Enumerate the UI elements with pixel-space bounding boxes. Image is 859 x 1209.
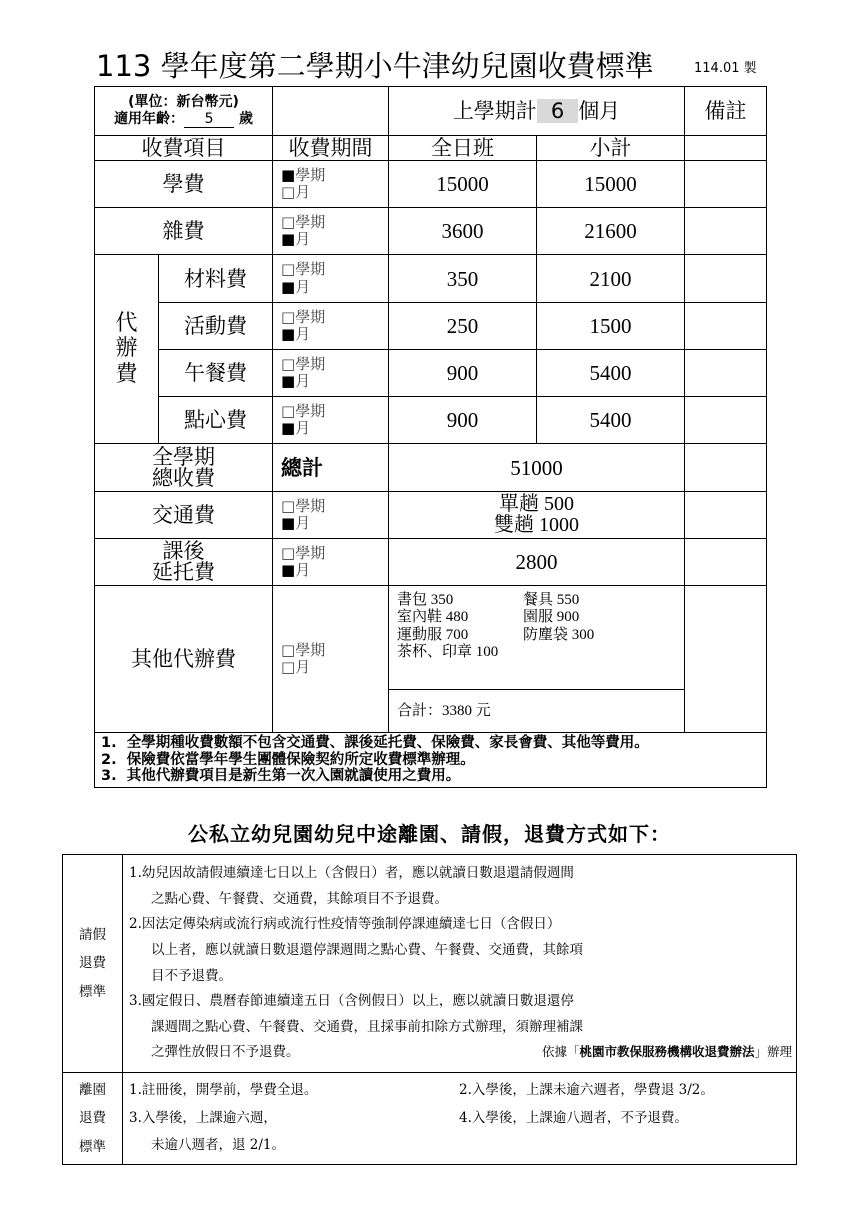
remarks-cell [685,586,767,733]
table-row [95,208,767,255]
months-cell [389,87,685,136]
rule-line: 目不予退費。 [151,967,232,984]
note-item: 3. 其他代辦費項目是新生第一次入園就讀使用之費用。 [101,768,461,785]
col-fullday-header: 全日班 [389,136,537,161]
unit-cell [95,87,273,136]
period-selector [273,161,389,208]
checkbox-checked: ■ [281,277,296,296]
checkbox-unchecked: □ [281,183,296,202]
period-semester: 學期 [295,401,326,420]
period-semester: 學期 [295,543,326,562]
period-semester: 學期 [295,496,326,515]
other-item: 書包 350 [397,592,454,609]
remarks-cell [685,492,767,539]
fee-name: 午餐費 [159,350,273,397]
other-item: 園服 900 [523,609,580,626]
period-selector [273,350,389,397]
total-label-line: 總收費 [152,465,215,490]
note-item: 2. 保險費依當學年學生團體保險契約所定收費標準辦理。 [101,751,475,768]
rule-line: 1.幼兒因故請假連續達七日以上（含假日）者，應以就讀日數退還請假週間 [129,865,574,881]
transport-value [389,492,685,539]
period-month: 月 [295,372,311,391]
period-selector [273,255,389,303]
fee-name [95,539,273,586]
rule-line: 3.入學後，上課逾六週， [129,1109,277,1126]
unit-line: (單位：新台幣元) [128,94,239,111]
total-name: 總計 [273,444,389,492]
checkbox-unchecked: □ [281,354,296,373]
period-semester: 學期 [295,165,326,184]
subtotal-value: 21600 [537,208,685,255]
subtotal-value: 1500 [537,303,685,350]
period-month: 月 [295,658,311,677]
remarks-header: 備註 [685,87,767,136]
col-period-header: 收費期間 [273,136,389,161]
period-semester: 學期 [295,212,326,231]
age-value: 5 [184,111,234,128]
basis-reference [542,1040,792,1066]
remarks-cell [685,208,767,255]
page-title: 113 學年度第二學期小牛津幼兒園收費標準 [96,49,654,83]
period-selector [273,303,389,350]
fee-table [94,86,767,788]
blank-cell [273,87,389,136]
remarks-cell [685,397,767,444]
fee-name: 交通費 [95,492,273,539]
label-line: 退費 [79,1110,106,1127]
subtotal-value: 2100 [537,255,685,303]
subtotal-value: 15000 [537,161,685,208]
period-month: 月 [295,561,311,580]
checkbox-unchecked: □ [281,658,296,677]
checkbox-unchecked: □ [281,260,296,279]
fee-name: 雜費 [95,208,273,255]
rule-line: 4.入學後，上課逾八週者，不予退費。 [459,1109,688,1126]
note-item: 1. 全學期種收費數額不包含交通費、課後延托費、保險費、家長會費、其他等費用。 [101,735,649,752]
rule-line: 之彈性放假日不予退費。 [151,1044,300,1061]
fee-name: 活動費 [159,303,273,350]
checkbox-checked: ■ [281,372,296,391]
remarks-cell [685,444,767,492]
period-selector [273,586,389,733]
remarks-cell [685,255,767,303]
checkbox-unchecked: □ [281,543,296,562]
label-line: 標準 [79,1138,106,1155]
months-value: 6 [537,99,578,123]
months-suffix: 個月 [578,98,621,123]
table-row [95,444,767,492]
remarks-cell [685,350,767,397]
checkbox-checked: ■ [281,230,296,249]
other-items [389,586,685,690]
period-semester: 學期 [295,307,326,326]
table-row [95,161,767,208]
period-selector [273,397,389,444]
aftercare-value: 2800 [389,539,685,586]
label-line: 請假 [79,927,106,944]
agency-label-char: 費 [115,361,138,387]
table-row [95,350,767,397]
other-item: 運動服 700 [397,626,469,643]
checkbox-unchecked: □ [281,307,296,326]
label-line: 退費 [79,955,106,972]
period-month: 月 [295,419,311,438]
period-selector [273,539,389,586]
period-month: 月 [295,230,311,249]
aftercare-label-line: 延托費 [152,560,215,585]
total-value: 51000 [389,444,685,492]
made-date: 114.01 製 [694,61,757,76]
leave-refund-body [123,855,797,1073]
total-label [95,444,273,492]
other-item: 室內鞋 480 [397,609,469,626]
table-row [95,303,767,350]
fullday-value: 250 [389,303,537,350]
subtotal-value: 5400 [537,350,685,397]
checkbox-checked: ■ [281,514,296,533]
checkbox-unchecked: □ [281,496,296,515]
period-month: 月 [295,183,311,202]
rule-line: 課週間之點心費、午餐費、交通費，且採事前扣除方式辦理，須辦理補課 [151,1018,583,1035]
checkbox-checked: ■ [281,561,296,580]
checkbox-checked: ■ [281,325,296,344]
other-item: 餐具 550 [523,592,580,609]
rule-line: 未逾八週者，退 2/1。 [151,1137,286,1154]
fullday-value: 900 [389,397,537,444]
period-month: 月 [295,277,311,296]
fee-name: 點心費 [159,397,273,444]
leave-refund-label [63,855,123,1073]
fullday-value: 3600 [389,208,537,255]
rule-line: 2.入學後，上課未逾六週者，學費退 3/2。 [459,1082,714,1099]
rule-line: 1.註冊後，開學前，學費全退。 [129,1082,318,1099]
checkbox-checked: ■ [281,419,296,438]
refund-subtitle: 公私立幼兒園幼兒中途離園、請假，退費方式如下： [188,822,671,846]
remarks-cell [685,136,767,161]
fullday-value: 900 [389,350,537,397]
period-month: 月 [295,514,311,533]
other-item: 防塵袋 300 [523,626,595,643]
months-prefix: 上學期計 [452,98,537,123]
transport-double: 雙趟 1000 [494,514,579,537]
fullday-value: 15000 [389,161,537,208]
col-item-header: 收費項目 [95,136,273,161]
rule-line: 2.因法定傳染病或流行病或流行性疫情等強制停課連續達七日（含假日） [129,916,561,933]
fee-name: 學費 [95,161,273,208]
period-semester: 學期 [295,640,326,659]
table-row [95,492,767,539]
agency-label-char: 代 [115,311,138,337]
age-unit: 歲 [238,110,253,127]
checkbox-unchecked: □ [281,212,296,231]
label-line: 離園 [79,1082,106,1099]
withdraw-refund-label [63,1073,123,1165]
rule-line: 以上者，應以就讀日數退還停課週間之點心費、午餐費、交通費，其餘項 [151,941,583,958]
remarks-cell [685,303,767,350]
age-label: 適用年齡： [114,110,185,127]
rule-line: 3.國定假日、農曆春節連續達五日（含例假日）以上，應以就讀日數退還停 [129,993,574,1010]
period-selector [273,492,389,539]
basis-name: 桃園市教保服務機構收退費辦法 [579,1044,755,1060]
table-row [95,586,767,690]
checkbox-unchecked: □ [281,401,296,420]
transport-single: 單趟 500 [499,493,574,516]
table-row [95,255,767,303]
fee-name: 其他代辦費 [95,586,273,733]
checkbox-checked: ■ [281,165,296,184]
remarks-cell [685,539,767,586]
agency-label-char: 辦 [115,336,138,362]
period-month: 月 [295,325,311,344]
period-semester: 學期 [295,354,326,373]
rule-line: 之點心費、午餐費、交通費，其餘項目不予退費。 [151,890,448,907]
agency-fee-label [95,255,159,444]
table-row [95,539,767,586]
total-label-line: 全學期 [152,444,215,469]
remarks-cell [685,161,767,208]
refund-rules-table [62,854,797,1165]
aftercare-label-line: 課後 [162,539,205,564]
withdraw-refund-body [123,1073,797,1165]
subtotal-value: 5400 [537,397,685,444]
period-semester: 學期 [295,260,326,279]
checkbox-unchecked: □ [281,640,296,659]
table-row [95,397,767,444]
label-line: 標準 [79,983,106,1000]
other-total: 合計：3380 元 [389,690,685,733]
period-selector [273,208,389,255]
other-item: 茶杯、印章 100 [397,643,499,660]
basis-suffix: 」辦理 [754,1044,792,1060]
fullday-value: 350 [389,255,537,303]
basis-prefix: 依據「 [541,1044,580,1060]
fee-name: 材料費 [159,255,273,303]
col-subtotal-header: 小計 [537,136,685,161]
notes [95,733,767,788]
